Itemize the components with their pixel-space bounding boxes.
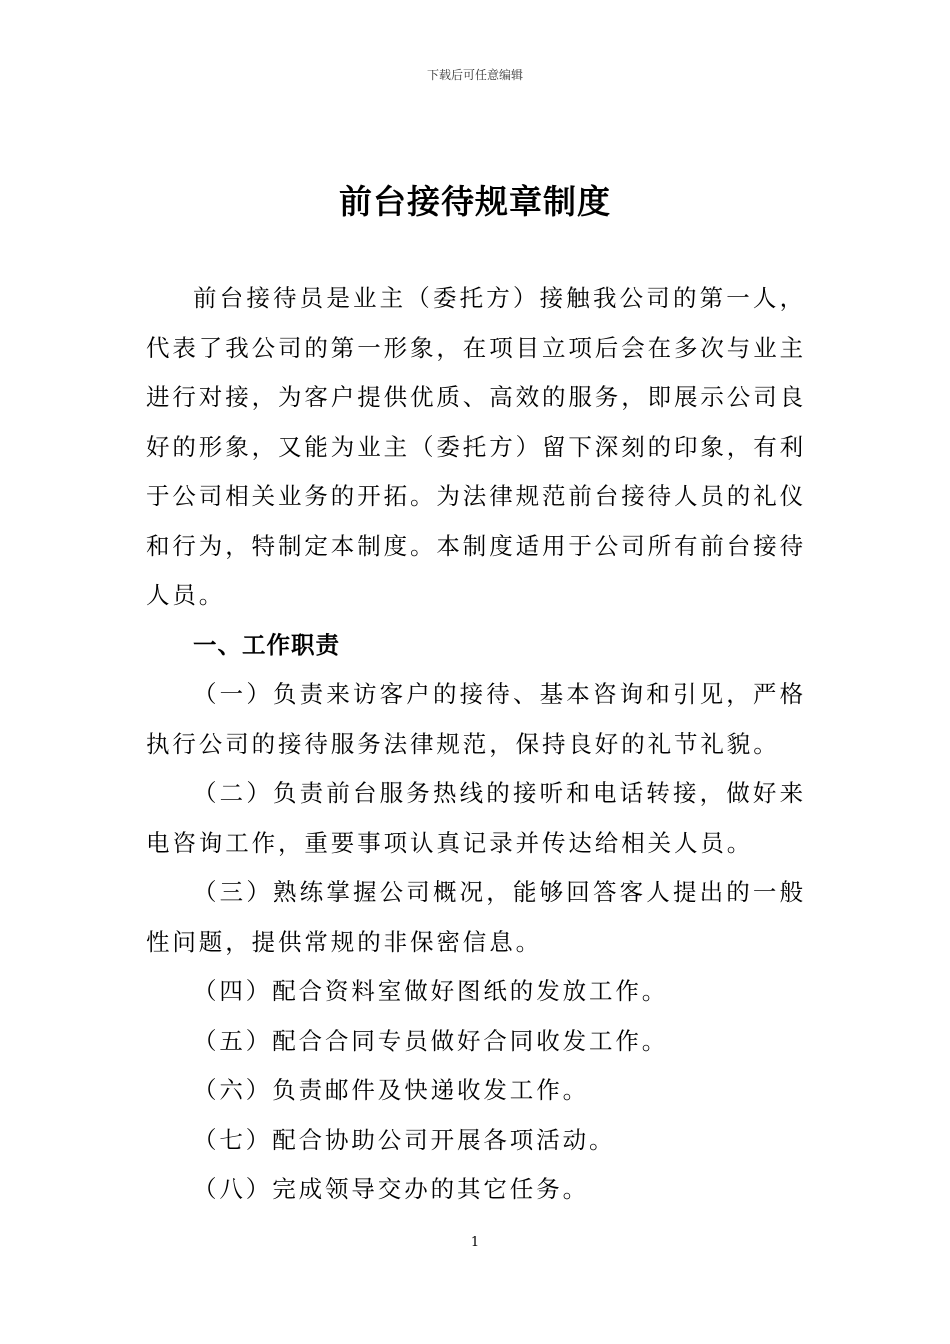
section-heading: 一、工作职责 bbox=[193, 630, 340, 659]
duty-item: （二）负责前台服务热线的接听和电话转接，做好来电咨询工作，重要事项认真记录并传达给相关人员。 bbox=[146, 779, 806, 857]
document-title: 前台接待规章制度 bbox=[339, 182, 611, 221]
duty-item: （三）熟练掌握公司概况，能够回答客人提出的一般性问题，提供常规的非保密信息。 bbox=[146, 878, 806, 956]
header-note: 下载后可任意编辑 bbox=[426, 68, 523, 82]
duty-item: （一）负责来访客户的接待、基本咨询和引见，严格执行公司的接待服务法律规范，保持良好的礼节礼貌。 bbox=[146, 680, 806, 758]
duty-item: （六）负责邮件及快递收发工作。 bbox=[193, 1076, 589, 1104]
duty-item: （七）配合协助公司开展各项活动。 bbox=[193, 1125, 616, 1154]
intro-paragraph: 前台接待员是业主（委托方）接触我公司的第一人，代表了我公司的第一形象，在项目立项后会在多次与业主进行对接，为客户提供优质、高效的服务，即展示公司良好的形象，又能为业主（委托方）留下深刻的印象，有利于公司相关业务的开拓。为法律规范前台接待人员的礼仪和行为，特制定本制度。本制度适用于公司所有前台接待人员。 bbox=[146, 284, 806, 609]
duty-item: （八）完成领导交办的其它任务。 bbox=[193, 1175, 589, 1203]
page-number: 1 bbox=[470, 1235, 480, 1250]
document-body bbox=[146, 274, 806, 1215]
duty-item: （五）配合合同专员做好合同收发工作。 bbox=[193, 1026, 669, 1055]
duty-item: （四）配合资料室做好图纸的发放工作。 bbox=[193, 977, 669, 1005]
